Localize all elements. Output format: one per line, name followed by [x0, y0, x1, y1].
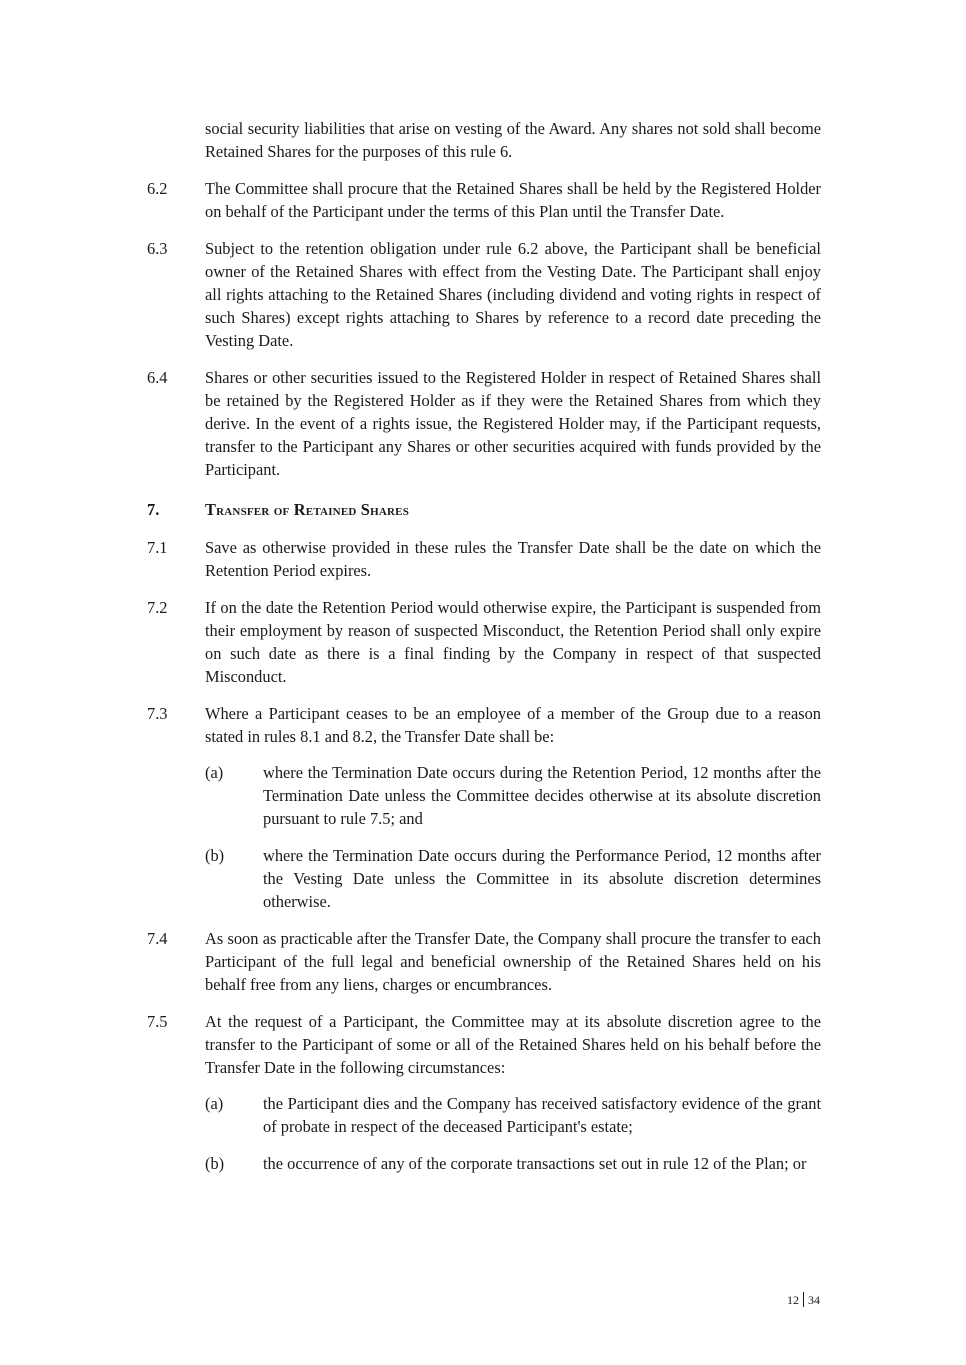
paragraph-6-1-continued: [147, 118, 821, 164]
paragraph-text: Shares or other securities issued to the Registered Holder in respect of Retained Shares shall be retained by the Registered Holder as if they were the Retained Shares from which they derive. In the event of a rights issue, the Registered Holder may, if the Participant requests, transfer to the Participant any Shares or other securities acquired with funds provided by the Participant.: [205, 368, 821, 479]
subparagraph-7-5-b: [205, 1153, 821, 1176]
subparagraph-number: (a): [205, 763, 224, 782]
page-number-divider: [803, 1292, 804, 1307]
total-pages: 34: [808, 1293, 820, 1307]
paragraph-number: 7.3: [147, 704, 168, 723]
subparagraph-7-5-a: [205, 1093, 821, 1139]
paragraph-number: 7.2: [147, 598, 168, 617]
subparagraph-7-3-b: [205, 845, 821, 914]
subparagraph-text: where the Termination Date occurs during the Performance Period, 12 months after the Vesting Date unless the Committee in its absolute discretion determines otherwise.: [263, 846, 821, 911]
paragraph-6-2: [147, 178, 821, 224]
paragraph-text: social security liabilities that arise on vesting of the Award. Any shares not sold shall become Retained Shares for the purposes of this rule 6.: [205, 119, 821, 161]
paragraph-text: As soon as practicable after the Transfer Date, the Company shall procure the transfer to each Participant of the full legal and beneficial ownership of the Retained Shares held on his behalf free from any liens, charges or encumbrances.: [205, 929, 821, 994]
paragraph-7-4: [147, 928, 821, 997]
paragraph-6-4: [147, 367, 821, 482]
subparagraph-number: (b): [205, 1154, 225, 1173]
subparagraph-text: the occurrence of any of the corporate transactions set out in rule 12 of the Plan; or: [263, 1154, 807, 1173]
subparagraph-text: where the Termination Date occurs during the Retention Period, 12 months after the Termination Date unless the Committee decides otherwise at its absolute discretion pursuant to rule 7.5; and: [263, 763, 821, 828]
paragraph-number: 7.4: [147, 929, 168, 948]
page-number: [787, 1292, 820, 1307]
subparagraph-text: the Participant dies and the Company has received satisfactory evidence of the grant of probate in respect of the deceased Participant's estate;: [263, 1094, 821, 1136]
paragraph-6-3: [147, 238, 821, 353]
paragraph-text: Subject to the retention obligation under rule 6.2 above, the Participant shall be beneficial owner of the Retained Shares with effect from the Vesting Date. The Participant shall enjoy all rights attaching to the Retained Shares (including dividend and voting rights in respect of such Shares) except rights attaching to Shares by reference to a record date preceding the Vesting Date.: [205, 239, 821, 350]
paragraph-7-5: [147, 1011, 821, 1080]
subparagraph-number: (b): [205, 846, 225, 865]
section-number: 7.: [147, 500, 160, 519]
paragraph-number: 6.3: [147, 239, 168, 258]
subparagraph-7-3-a: [205, 762, 821, 831]
section-title: Transfer of Retained Shares: [205, 500, 410, 519]
paragraph-7-1: [147, 537, 821, 583]
paragraph-text: The Committee shall procure that the Retained Shares shall be held by the Registered Holder on behalf of the Participant under the terms of this Plan until the Transfer Date.: [205, 179, 821, 221]
section-7-heading: [147, 499, 409, 522]
paragraph-7-2: [147, 597, 821, 689]
current-page: 12: [787, 1293, 799, 1307]
paragraph-text: Where a Participant ceases to be an employee of a member of the Group due to a reason stated in rules 8.1 and 8.2, the Transfer Date shall be:: [205, 704, 821, 746]
paragraph-text: If on the date the Retention Period would otherwise expire, the Participant is suspended from their employment by reason of suspected Misconduct, the Retention Period shall only expire on such date as there is a final finding by the Company in respect of that suspected Misconduct.: [205, 598, 821, 686]
paragraph-number: 7.5: [147, 1012, 168, 1031]
paragraph-number: 7.1: [147, 538, 168, 557]
subparagraph-number: (a): [205, 1094, 224, 1113]
paragraph-text: Save as otherwise provided in these rules the Transfer Date shall be the date on which the Retention Period expires.: [205, 538, 821, 580]
paragraph-number: 6.4: [147, 368, 168, 387]
paragraph-number: 6.2: [147, 179, 168, 198]
paragraph-text: At the request of a Participant, the Committee may at its absolute discretion agree to the transfer to the Participant of some or all of the Retained Shares held on his behalf before the Transfer Date in the following circumstances:: [205, 1012, 821, 1077]
paragraph-7-3: [147, 703, 821, 749]
